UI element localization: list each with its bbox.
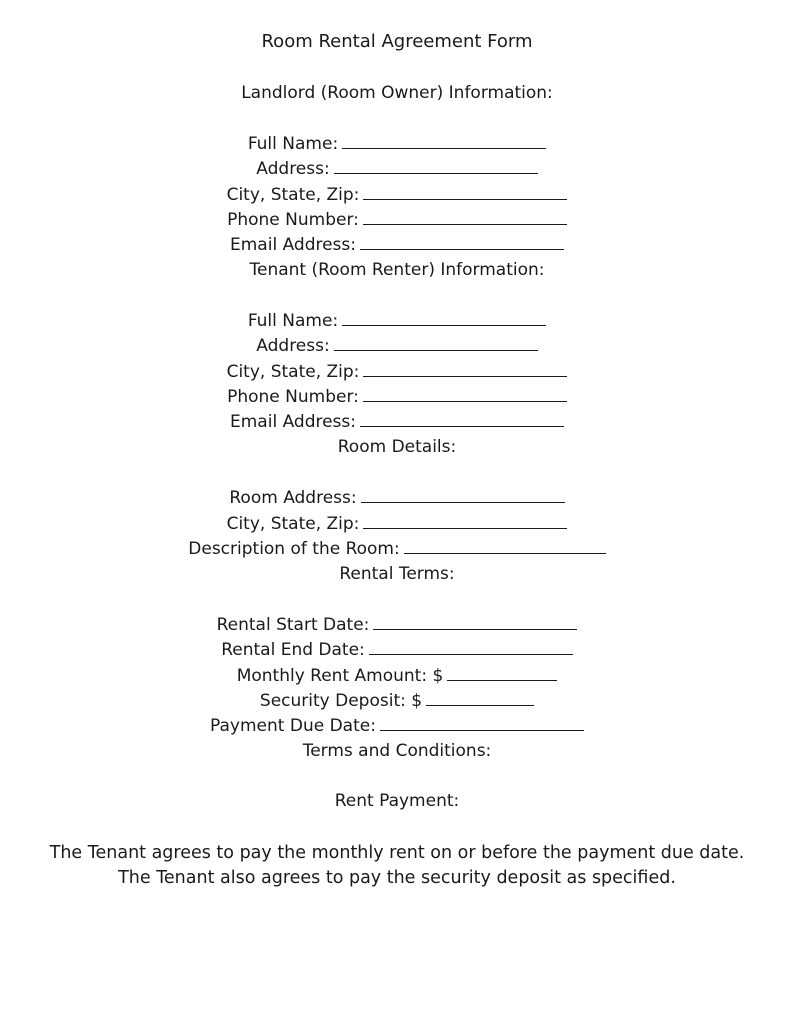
room-city-blank[interactable]: [363, 512, 567, 529]
tenant-address-blank[interactable]: [334, 334, 538, 351]
terms-conditions-heading: Terms and Conditions:: [302, 741, 492, 761]
rent-payment-paragraph-line: The Tenant also agrees to pay the security deposit as specified.: [118, 868, 676, 888]
landlord-address-blank[interactable]: [334, 157, 538, 174]
field-label: Full Name:: [247, 134, 339, 154]
landlord-heading: Landlord (Room Owner) Information:: [241, 83, 553, 103]
field-label: Email Address:: [230, 235, 356, 255]
room-city-field: [0, 512, 794, 535]
tenant-city-field: [0, 360, 794, 383]
tenant-phone-blank[interactable]: [363, 385, 567, 402]
landlord-address-field: [0, 157, 794, 180]
landlord-full-name-field: [0, 132, 794, 155]
room-description-blank[interactable]: [404, 537, 606, 554]
rental-end-date-field: [0, 638, 794, 661]
field-label: Rental End Date:: [221, 640, 365, 660]
tenant-address-field: [0, 334, 794, 357]
rental-start-date-blank[interactable]: [373, 613, 577, 630]
rental-start-date-field: [0, 613, 794, 636]
landlord-city-blank[interactable]: [363, 183, 567, 200]
security-deposit-blank[interactable]: [426, 689, 534, 706]
field-label: Full Name:: [247, 311, 339, 331]
room-details-heading: Room Details:: [337, 437, 457, 457]
field-label: Monthly Rent Amount: $: [236, 666, 444, 686]
rent-payment-paragraph-line: The Tenant agrees to pay the monthly rent on or before the payment due date.: [49, 843, 745, 863]
field-label: Room Address:: [229, 488, 357, 508]
landlord-email-field: [0, 233, 794, 256]
landlord-phone-blank[interactable]: [363, 208, 567, 225]
rental-end-date-blank[interactable]: [369, 638, 573, 655]
landlord-email-blank[interactable]: [360, 233, 564, 250]
field-label: Payment Due Date:: [210, 716, 376, 736]
tenant-full-name-field: [0, 309, 794, 332]
field-label: Address:: [256, 336, 330, 356]
tenant-phone-field: [0, 385, 794, 408]
landlord-phone-field: [0, 208, 794, 231]
landlord-full-name-blank[interactable]: [342, 132, 546, 149]
tenant-full-name-blank[interactable]: [342, 309, 546, 326]
field-label: Phone Number:: [227, 387, 359, 407]
payment-due-date-blank[interactable]: [380, 714, 584, 731]
field-label: City, State, Zip:: [226, 362, 360, 382]
security-deposit-field: [0, 689, 794, 712]
form-title: Room Rental Agreement Form: [261, 31, 533, 52]
field-label: Rental Start Date:: [216, 615, 370, 635]
tenant-email-field: [0, 410, 794, 433]
field-label: Phone Number:: [227, 210, 359, 230]
field-label: City, State, Zip:: [226, 514, 360, 534]
monthly-rent-field: [0, 664, 794, 687]
landlord-city-field: [0, 183, 794, 206]
payment-due-date-field: [0, 714, 794, 737]
field-label: City, State, Zip:: [226, 185, 360, 205]
field-label: Address:: [256, 159, 330, 179]
field-label: Description of the Room:: [188, 539, 400, 559]
tenant-city-blank[interactable]: [363, 360, 567, 377]
tenant-email-blank[interactable]: [360, 410, 564, 427]
rent-payment-heading: Rent Payment:: [334, 791, 460, 811]
room-description-field: [0, 537, 794, 560]
room-address-field: [0, 486, 794, 509]
room-address-blank[interactable]: [361, 486, 565, 503]
tenant-heading: Tenant (Room Renter) Information:: [249, 260, 545, 280]
rental-terms-heading: Rental Terms:: [339, 564, 455, 584]
field-label: Security Deposit: $: [259, 691, 423, 711]
field-label: Email Address:: [230, 412, 356, 432]
monthly-rent-blank[interactable]: [447, 664, 557, 681]
